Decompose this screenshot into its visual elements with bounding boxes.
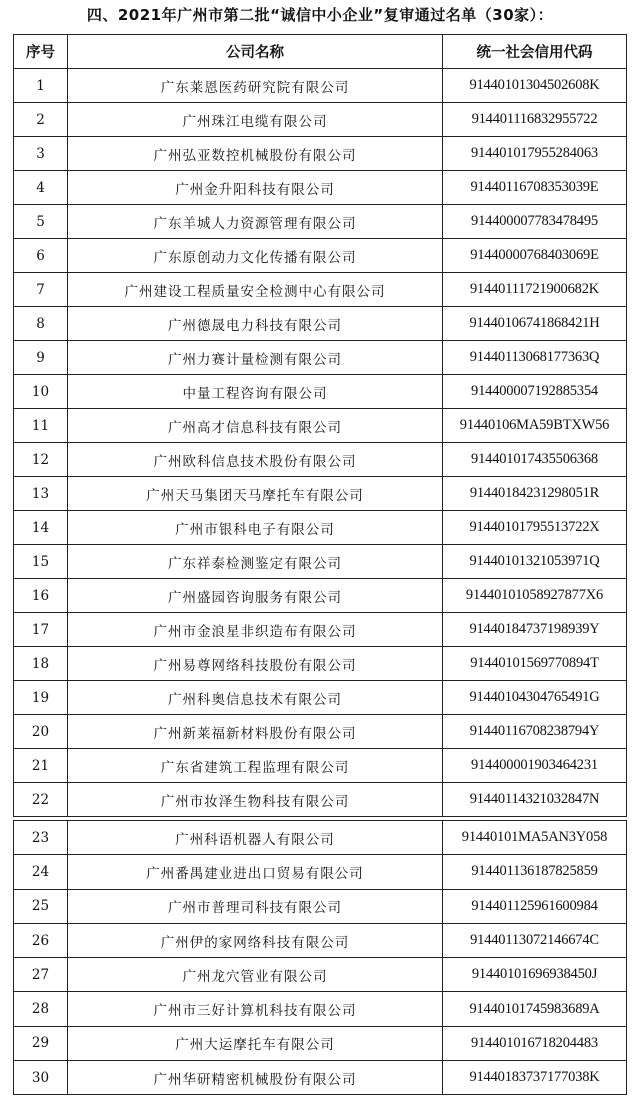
cell-index: 7 [14,273,68,307]
table-row [14,715,627,749]
cell-credit-code: 914400007783478495 [443,205,627,239]
cell-credit-code: 91440101MA5AN3Y058 [443,821,627,855]
cell-company-name: 广州建设工程质量安全检测中心有限公司 [68,273,443,307]
table-row [14,443,627,477]
cell-company-name: 广州市金浪星非织造布有限公司 [68,613,443,647]
cell-credit-code: 91440111721900682K [443,273,627,307]
cell-credit-code: 91440114321032847N [443,783,627,817]
cell-index: 14 [14,511,68,545]
table-row [14,409,627,443]
table-row [14,307,627,341]
cell-index: 29 [14,1026,68,1060]
cell-credit-code: 91440000768403069E [443,239,627,273]
table-row [14,1061,627,1095]
table-row [14,171,627,205]
table-row [14,783,627,817]
cell-index: 17 [14,613,68,647]
cell-index: 6 [14,239,68,273]
cell-credit-code: 91440113072146674C [443,923,627,957]
table-row [14,477,627,511]
cell-credit-code: 91440106MA59BTXW56 [443,409,627,443]
cell-index: 16 [14,579,68,613]
table-row [14,273,627,307]
cell-index: 4 [14,171,68,205]
cell-credit-code: 914401136187825859 [443,855,627,889]
cell-credit-code: 91440184737198939Y [443,613,627,647]
cell-index: 2 [14,103,68,137]
cell-credit-code: 91440101304502608K [443,69,627,103]
table-row [14,579,627,613]
cell-credit-code: 91440183737177038K [443,1061,627,1095]
cell-company-name: 广州市银科电子有限公司 [68,511,443,545]
column-header-credit-code: 统一社会信用代码 [443,35,627,69]
cell-index: 10 [14,375,68,409]
cell-company-name: 广州市三好计算机科技有限公司 [68,992,443,1026]
cell-company-name: 广东祥泰检测鉴定有限公司 [68,545,443,579]
cell-index: 18 [14,647,68,681]
cell-company-name: 广州番禺建业进出口贸易有限公司 [68,855,443,889]
cell-index: 12 [14,443,68,477]
cell-credit-code: 91440101696938450J [443,958,627,992]
table-row [14,1026,627,1060]
cell-index: 15 [14,545,68,579]
table-row [14,613,627,647]
cell-company-name: 广州龙穴管业有限公司 [68,958,443,992]
table-row [14,511,627,545]
cell-credit-code: 91440101321053971Q [443,545,627,579]
cell-index: 5 [14,205,68,239]
cell-company-name: 广东羊城人力资源管理有限公司 [68,205,443,239]
table-row [14,855,627,889]
table-row [14,958,627,992]
cell-company-name: 广州伊的家网络科技有限公司 [68,923,443,957]
cell-credit-code: 914401116832955722 [443,103,627,137]
cell-credit-code: 91440101058927877X6 [443,579,627,613]
cell-company-name: 广州金升阳科技有限公司 [68,171,443,205]
cell-credit-code: 91440101795513722X [443,511,627,545]
cell-credit-code: 914401017435506368 [443,443,627,477]
table-row [14,647,627,681]
table-row [14,341,627,375]
cell-credit-code: 91440113068177363Q [443,341,627,375]
cell-company-name: 广州市妆泽生物科技有限公司 [68,783,443,817]
table-row [14,992,627,1026]
cell-company-name: 广州科奥信息技术有限公司 [68,681,443,715]
cell-index: 26 [14,923,68,957]
cell-index: 25 [14,889,68,923]
cell-company-name: 广州欧科信息技术股份有限公司 [68,443,443,477]
cell-company-name: 广东原创动力文化传播有限公司 [68,239,443,273]
cell-credit-code: 91440101745983689A [443,992,627,1026]
cell-company-name: 广州力赛计量检测有限公司 [68,341,443,375]
table-row [14,375,627,409]
cell-company-name: 广州科语机器人有限公司 [68,821,443,855]
cell-index: 19 [14,681,68,715]
cell-company-name: 广州德晟电力科技有限公司 [68,307,443,341]
cell-company-name: 广州华研精密机械股份有限公司 [68,1061,443,1095]
cell-company-name: 广州易尊网络科技股份有限公司 [68,647,443,681]
table-row [14,205,627,239]
column-header-company-name: 公司名称 [68,35,443,69]
cell-credit-code: 914401016718204483 [443,1026,627,1060]
table-row [14,889,627,923]
cell-index: 8 [14,307,68,341]
table-row [14,923,627,957]
cell-index: 28 [14,992,68,1026]
page-title: 四、2021年广州市第二批“诚信中小企业”复审通过名单（30家）： [86,6,554,24]
cell-credit-code: 91440116708238794Y [443,715,627,749]
cell-credit-code: 91440104304765491G [443,681,627,715]
cell-index: 9 [14,341,68,375]
cell-company-name: 广州高才信息科技有限公司 [68,409,443,443]
column-header-index: 序号 [14,35,68,69]
cell-company-name: 广州弘亚数控机械股份有限公司 [68,137,443,171]
cell-index: 23 [14,821,68,855]
table-row [14,103,627,137]
company-table-part-1 [13,34,627,817]
table-row [14,681,627,715]
cell-company-name: 广州市普理司科技有限公司 [68,889,443,923]
cell-index: 20 [14,715,68,749]
cell-credit-code: 914401017955284063 [443,137,627,171]
cell-index: 24 [14,855,68,889]
cell-credit-code: 91440116708353039E [443,171,627,205]
cell-credit-code: 91440106741868421H [443,307,627,341]
table-header-row [14,35,627,69]
cell-company-name: 广州新莱福新材料股份有限公司 [68,715,443,749]
cell-credit-code: 914400007192885354 [443,375,627,409]
cell-index: 22 [14,783,68,817]
cell-company-name: 中量工程咨询有限公司 [68,375,443,409]
cell-company-name: 广东莱恩医药研究院有限公司 [68,69,443,103]
table-row [14,821,627,855]
cell-credit-code: 914400001903464231 [443,749,627,783]
cell-index: 3 [14,137,68,171]
table-row [14,749,627,783]
cell-index: 30 [14,1061,68,1095]
cell-company-name: 广州盛园咨询服务有限公司 [68,579,443,613]
table-row [14,545,627,579]
cell-company-name: 广州天马集团天马摩托车有限公司 [68,477,443,511]
table-row [14,137,627,171]
cell-credit-code: 914401125961600984 [443,889,627,923]
company-table-part-2 [13,820,627,1095]
cell-index: 13 [14,477,68,511]
cell-index: 27 [14,958,68,992]
cell-index: 11 [14,409,68,443]
cell-credit-code: 91440101569770894T [443,647,627,681]
cell-index: 21 [14,749,68,783]
cell-company-name: 广州大运摩托车有限公司 [68,1026,443,1060]
table-row [14,69,627,103]
table-row [14,239,627,273]
cell-company-name: 广州珠江电缆有限公司 [68,103,443,137]
cell-company-name: 广东省建筑工程监理有限公司 [68,749,443,783]
cell-index: 1 [14,69,68,103]
cell-credit-code: 91440184231298051R [443,477,627,511]
